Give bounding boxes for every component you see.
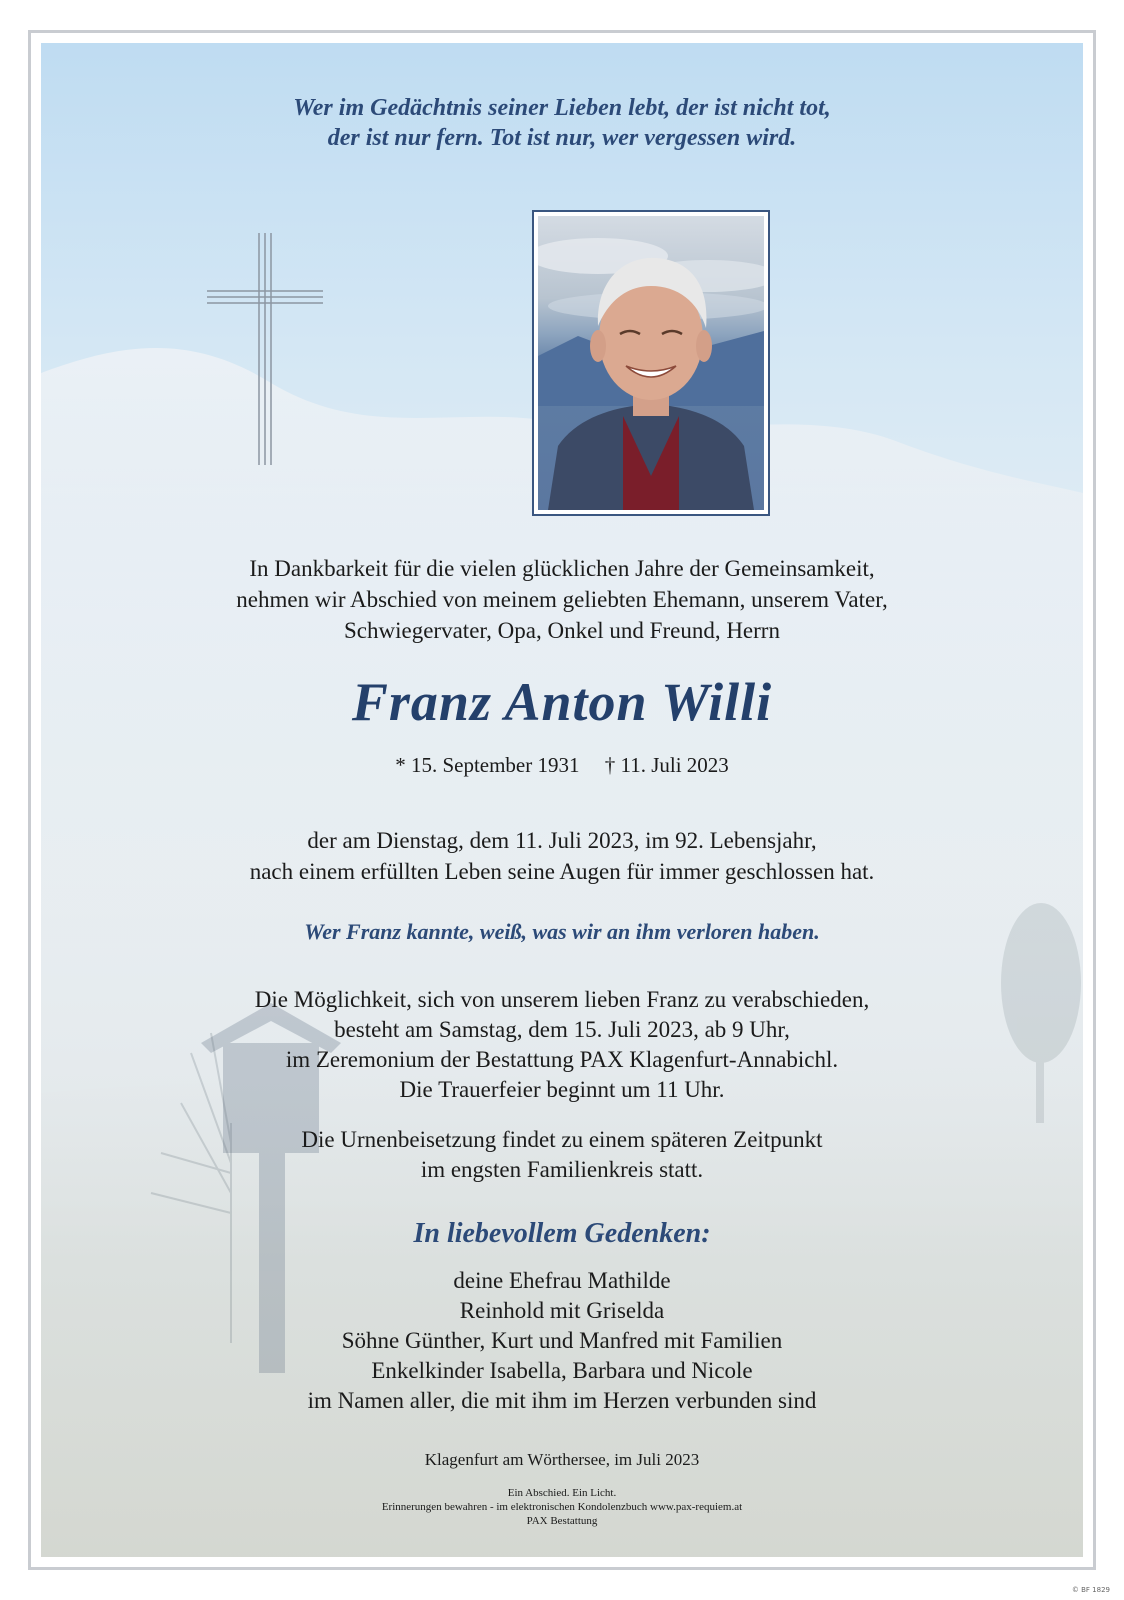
footer-line: Ein Abschied. Ein Licht. [507, 1487, 617, 1499]
portrait-frame [532, 210, 770, 516]
cross-icon [207, 233, 327, 473]
intro-line: In Dankbarkeit für die vielen glücklichen Jahre der Gemeinsamkeit, [249, 556, 875, 581]
intro-line: nehmen wir Abschied von meinem geliebten Ehemann, unserem Vater, [236, 587, 888, 612]
death-notice-line: der am Dienstag, dem 11. Juli 2023, im 92. Lebensjahr, [307, 828, 817, 853]
farewell-line: besteht am Samstag, dem 15. Juli 2023, ab 9 Uhr, [334, 1017, 790, 1042]
motto-text: Wer Franz kannte, weiß, was wir an ihm verloren haben. [304, 919, 820, 944]
portrait-photo [538, 216, 764, 510]
farewell-details [41, 985, 1083, 1105]
farewell-line: im Zeremonium der Bestattung PAX Klagenfurt-Annabichl. [285, 1047, 839, 1072]
footer-line: Erinnerungen bewahren - im elektronischen Kondolenzbuch www.pax-requiem.at [381, 1501, 743, 1513]
birth-date: * 15. September 1931 [395, 753, 580, 777]
mourners-list [41, 1266, 1083, 1416]
mourner-item: deine Ehefrau Mathilde [453, 1268, 671, 1293]
mourner-item: Reinhold mit Griselda [459, 1298, 665, 1323]
mourner-item: Söhne Günther, Kurt und Manfred mit Familien [341, 1328, 783, 1353]
intro-line: Schwiegervater, Opa, Onkel und Freund, Herrn [344, 618, 780, 643]
notice-card [41, 43, 1083, 1557]
memory-heading: In liebevollem Gedenken: [413, 1218, 711, 1249]
farewell-line: Die Möglichkeit, sich von unserem lieben Franz zu verabschieden, [254, 987, 870, 1012]
urn-line: im engsten Familienkreis statt. [420, 1157, 704, 1182]
place-date: Klagenfurt am Wörthersee, im Juli 2023 [424, 1450, 700, 1469]
death-notice-text [41, 825, 1083, 887]
quote-line: Wer im Gedächtnis seiner Lieben lebt, der ist nicht tot, [293, 95, 831, 121]
intro-text [41, 553, 1083, 646]
portrait-illustration [538, 216, 764, 510]
footer-line: PAX Bestattung [526, 1515, 598, 1527]
mourner-item: Enkelkinder Isabella, Barbara und Nicole [371, 1358, 753, 1383]
quote-line: der ist nur fern. Tot ist nur, wer vergessen wird. [327, 125, 797, 151]
notice-outer-frame [28, 30, 1096, 1570]
death-notice-line: nach einem erfüllten Leben seine Augen für immer geschlossen hat. [249, 859, 875, 884]
footer-text [41, 1486, 1083, 1528]
corner-mark: © BF 1829 [1071, 1586, 1110, 1594]
memorial-quote [41, 93, 1083, 153]
death-date: † 11. Juli 2023 [604, 753, 729, 777]
farewell-line: Die Trauerfeier beginnt um 11 Uhr. [399, 1077, 725, 1102]
mourner-item: im Namen aller, die mit ihm im Herzen verbunden sind [307, 1388, 817, 1413]
urn-burial-text [41, 1125, 1083, 1185]
urn-line: Die Urnenbeisetzung findet zu einem späteren Zeitpunkt [301, 1127, 823, 1152]
life-dates [41, 753, 1083, 778]
deceased-name: Franz Anton Willi [351, 672, 773, 732]
